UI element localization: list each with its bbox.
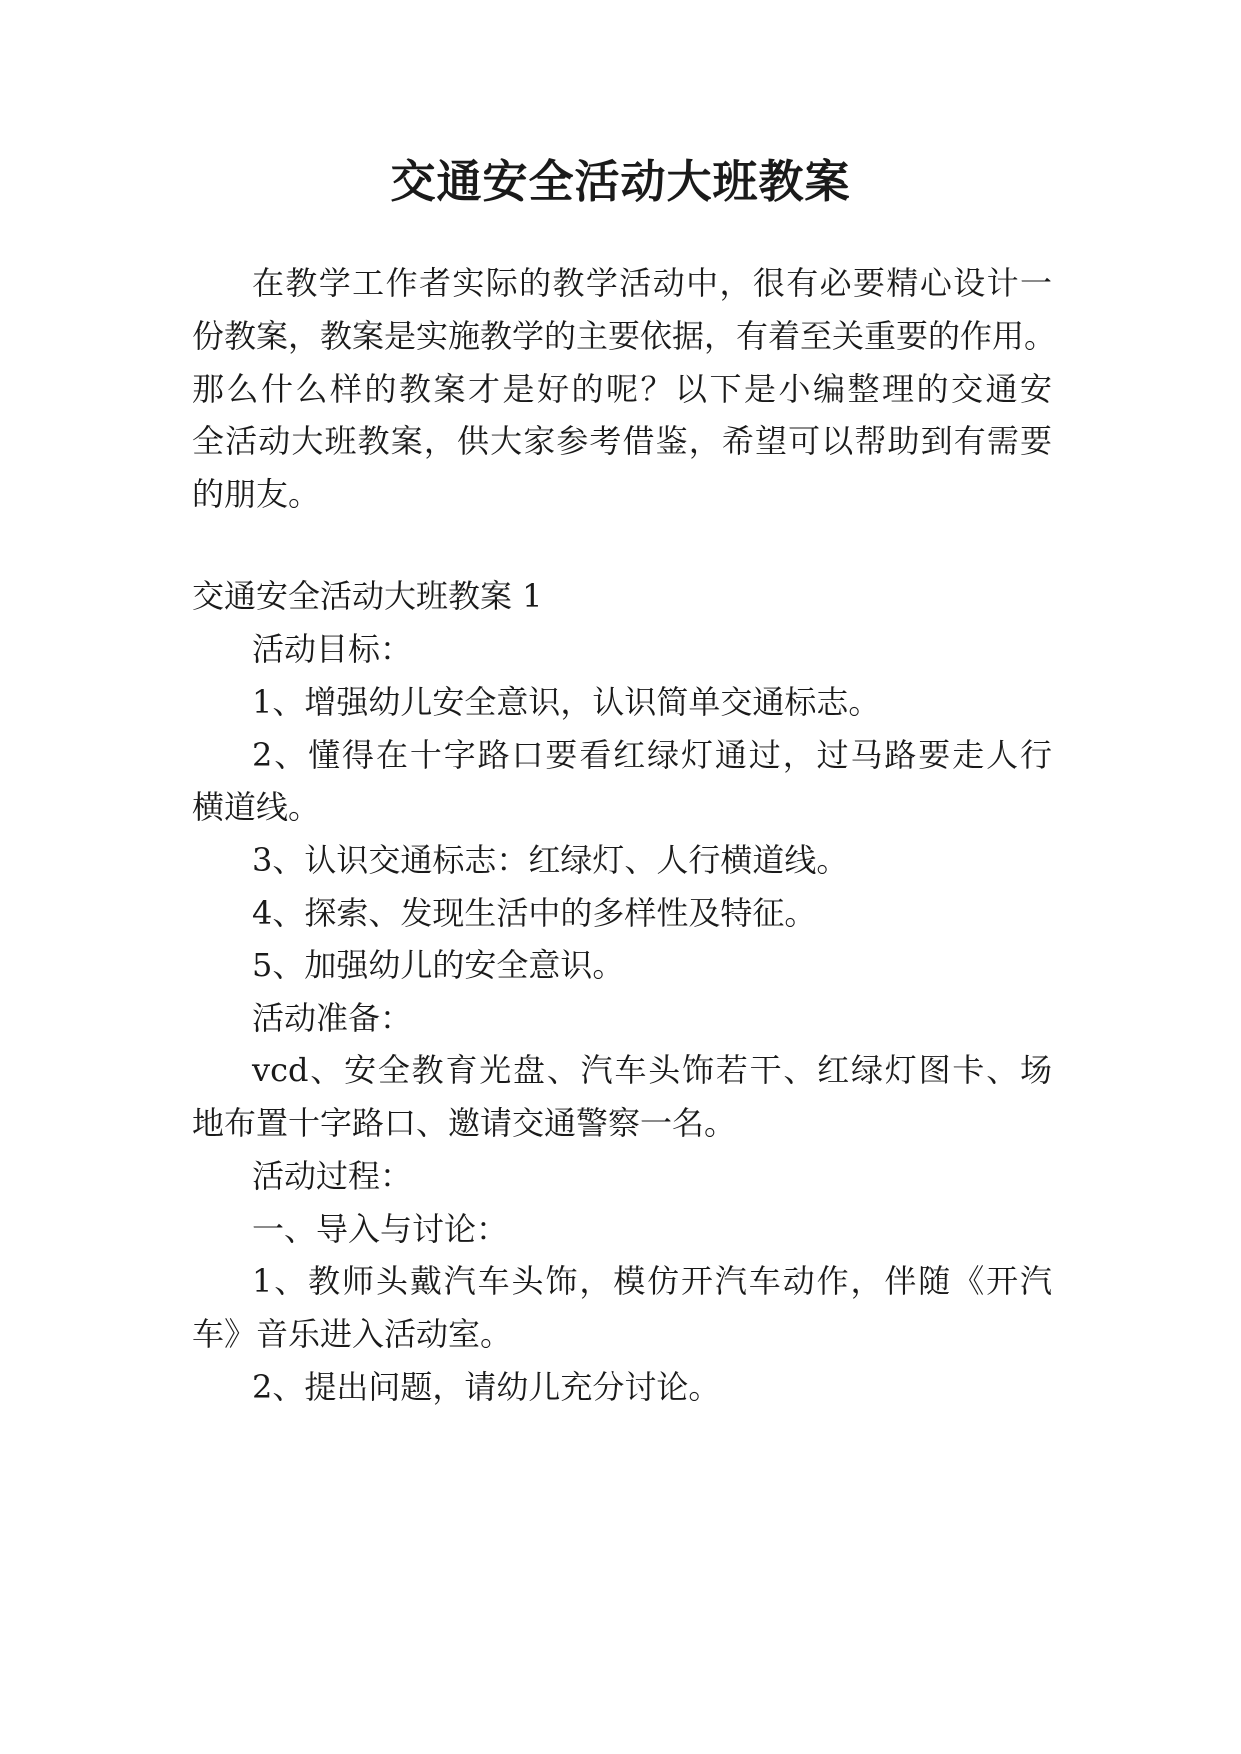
intro-line: 份教案，教案是实施教学的主要依据，有着至关重要的作用。 xyxy=(192,317,1057,355)
body-line: 横道线。 xyxy=(192,788,321,826)
intro-line: 那么什么样的教案才是好的呢？以下是小编整理的交通安 xyxy=(192,370,1052,408)
body-line: 1、增强幼儿安全意识，认识简单交通标志。 xyxy=(252,683,881,721)
section-heading: 交通安全活动大班教案 1 xyxy=(192,577,543,615)
body-line: 3、认识交通标志：红绿灯、人行横道线。 xyxy=(252,841,849,879)
document-title: 交通安全活动大班教案 xyxy=(390,155,851,208)
body-line: 活动目标： xyxy=(252,630,413,668)
intro-line: 在教学工作者实际的教学活动中，很有必要精心设计一 xyxy=(252,264,1052,302)
intro-line: 的朋友。 xyxy=(192,475,321,513)
body-line: vcd、安全教育光盘、汽车头饰若干、红绿灯图卡、场 xyxy=(252,1051,1052,1089)
body-line: 一、导入与讨论： xyxy=(252,1210,509,1248)
body-line: 活动过程： xyxy=(252,1157,413,1195)
body-line: 1、教师头戴汽车头饰，模仿开汽车动作，伴随《开汽 xyxy=(252,1262,1052,1300)
body-line: 地布置十字路口、邀请交通警察一名。 xyxy=(192,1104,737,1142)
body-line: 2、懂得在十字路口要看红绿灯通过，过马路要走人行 xyxy=(252,736,1052,774)
body-line: 车》音乐进入活动室。 xyxy=(192,1315,513,1353)
body-line: 2、提出问题，请幼儿充分讨论。 xyxy=(252,1368,721,1406)
body-line: 5、加强幼儿的安全意识。 xyxy=(252,946,625,984)
body-line: 4、探索、发现生活中的多样性及特征。 xyxy=(252,894,817,932)
body-line: 活动准备： xyxy=(252,999,413,1037)
intro-line: 全活动大班教案，供大家参考借鉴，希望可以帮助到有需要 xyxy=(192,422,1052,460)
